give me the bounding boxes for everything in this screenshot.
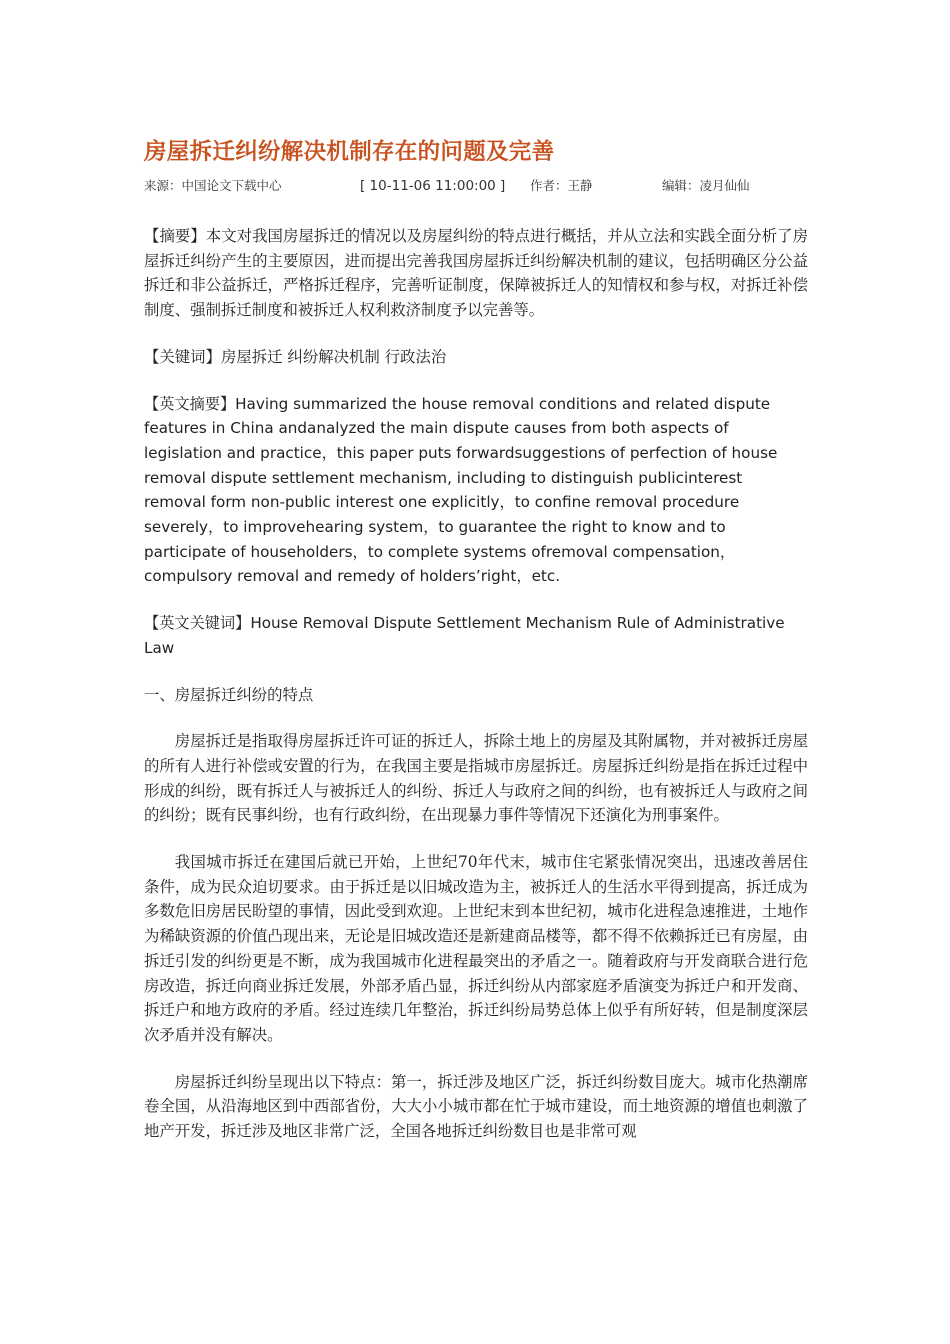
english-abstract-label: 【英文摘要】 <box>144 394 236 413</box>
article-author: 作者：王静 <box>530 178 593 193</box>
english-keywords-label: 【英文关键词】 <box>144 614 251 633</box>
article-editor: 编辑：凌月仙仙 <box>662 178 750 193</box>
article-body <box>144 224 808 1166</box>
english-keywords-text: House Removal Dispute Settlement Mechanism Rule of Administrative Law <box>144 614 785 657</box>
article-date: [ 10-11-06 11:00:00 ] <box>360 178 506 194</box>
abstract-label: 【摘要】 <box>144 227 206 245</box>
article-title: 房屋拆迁纠纷解决机制存在的问题及完善 <box>144 139 555 165</box>
article-meta <box>144 176 808 196</box>
keywords-text: 房屋拆迁 纠纷解决机制 行政法治 <box>220 347 447 366</box>
body-paragraph-2: 我国城市拆迁在建国后就已开始，上世纪70年代末，城市住宅紧张情况突出，迅速改善居住条件，成为民众迫切要求。由于拆迁是以旧城改造为主，被拆迁人的生活水平得到提高，拆迁成为多数危旧房居民盼望的事情，因此受到欢迎。上世纪末到本世纪初，城市化进程急速推进，土地作为稀缺资源的价值凸现出来，无论是旧城改造还是新建商品楼等，都不得不依赖拆迁已有房屋，由拆迁引发的纠纷更是不断，成为我国城市化进程最突出的矛盾之一。随着政府与开发商联合进行危房改造，拆迁向商业拆迁发展，外部矛盾凸显，拆迁纠纷从内部家庭矛盾演变为拆迁户和开发商、拆迁户和地方政府的矛盾。经过连续几年整治，拆迁纠纷局势总体上似乎有所好转，但是制度深层次矛盾并没有解决。 <box>144 853 808 1044</box>
keywords-label: 【关键词】 <box>144 347 221 366</box>
english-abstract-paragraph <box>144 392 808 590</box>
body-paragraph-3: 房屋拆迁纠纷呈现出以下特点：第一，拆迁涉及地区广泛，拆迁纠纷数目庞大。城市化热潮席卷全国，从沿海地区到中西部省份，大大小小城市都在忙于城市建设，而土地资源的增值也刺激了地产开发，拆迁涉及地区非常广泛，全国各地拆迁纠纷数目也是非常可观 <box>144 1072 808 1141</box>
english-keywords-paragraph <box>144 611 808 660</box>
body-paragraph-1: 房屋拆迁是指取得房屋拆迁许可证的拆迁人，拆除土地上的房屋及其附属物，并对被拆迁房屋的所有人进行补偿或安置的行为，在我国主要是指城市房屋拆迁。房屋拆迁纠纷是指在拆迁过程中形成的纠纷，既有拆迁人与被拆迁人的纠纷、拆迁人与政府之间的纠纷，也有被拆迁人与政府之间的纠纷；既有民事纠纷，也有行政纠纷，在出现暴力事件等情况下还演化为刑事案件。 <box>144 732 808 825</box>
section-heading: 一、房屋拆迁纠纷的特点 <box>144 685 314 704</box>
abstract-paragraph <box>144 224 808 323</box>
keywords-paragraph <box>144 345 808 370</box>
english-abstract-text: Having summarized the house removal conditions and related dispute features in China andanalyzed the main dispute causes from both aspects of legislation and practice，this paper puts forwardsuggestions of perfection of house removal dispute settlement mechanism, including to distinguish publicinterest removal form non-public interest one explicitly，to confine removal procedure severely，to improvehearing system，to guarantee the right to know and to participate of householders，to complete systems ofremoval compensation，compulsory removal and remedy of holders’right，etc. <box>144 394 778 586</box>
article-source: 来源：中国论文下载中心 <box>144 178 282 193</box>
abstract-text: 本文对我国房屋拆迁的情况以及房屋纠纷的特点进行概括，并从立法和实践全面分析了房屋拆迁纠纷产生的主要原因，进而提出完善我国房屋拆迁纠纷解决机制的建议，包括明确区分公益拆迁和非公益拆迁，严格拆迁程序，完善听证制度，保障被拆迁人的知情权和参与权，对拆迁补偿制度、强制拆迁制度和被拆迁人权利救济制度予以完善等。 <box>144 227 808 320</box>
